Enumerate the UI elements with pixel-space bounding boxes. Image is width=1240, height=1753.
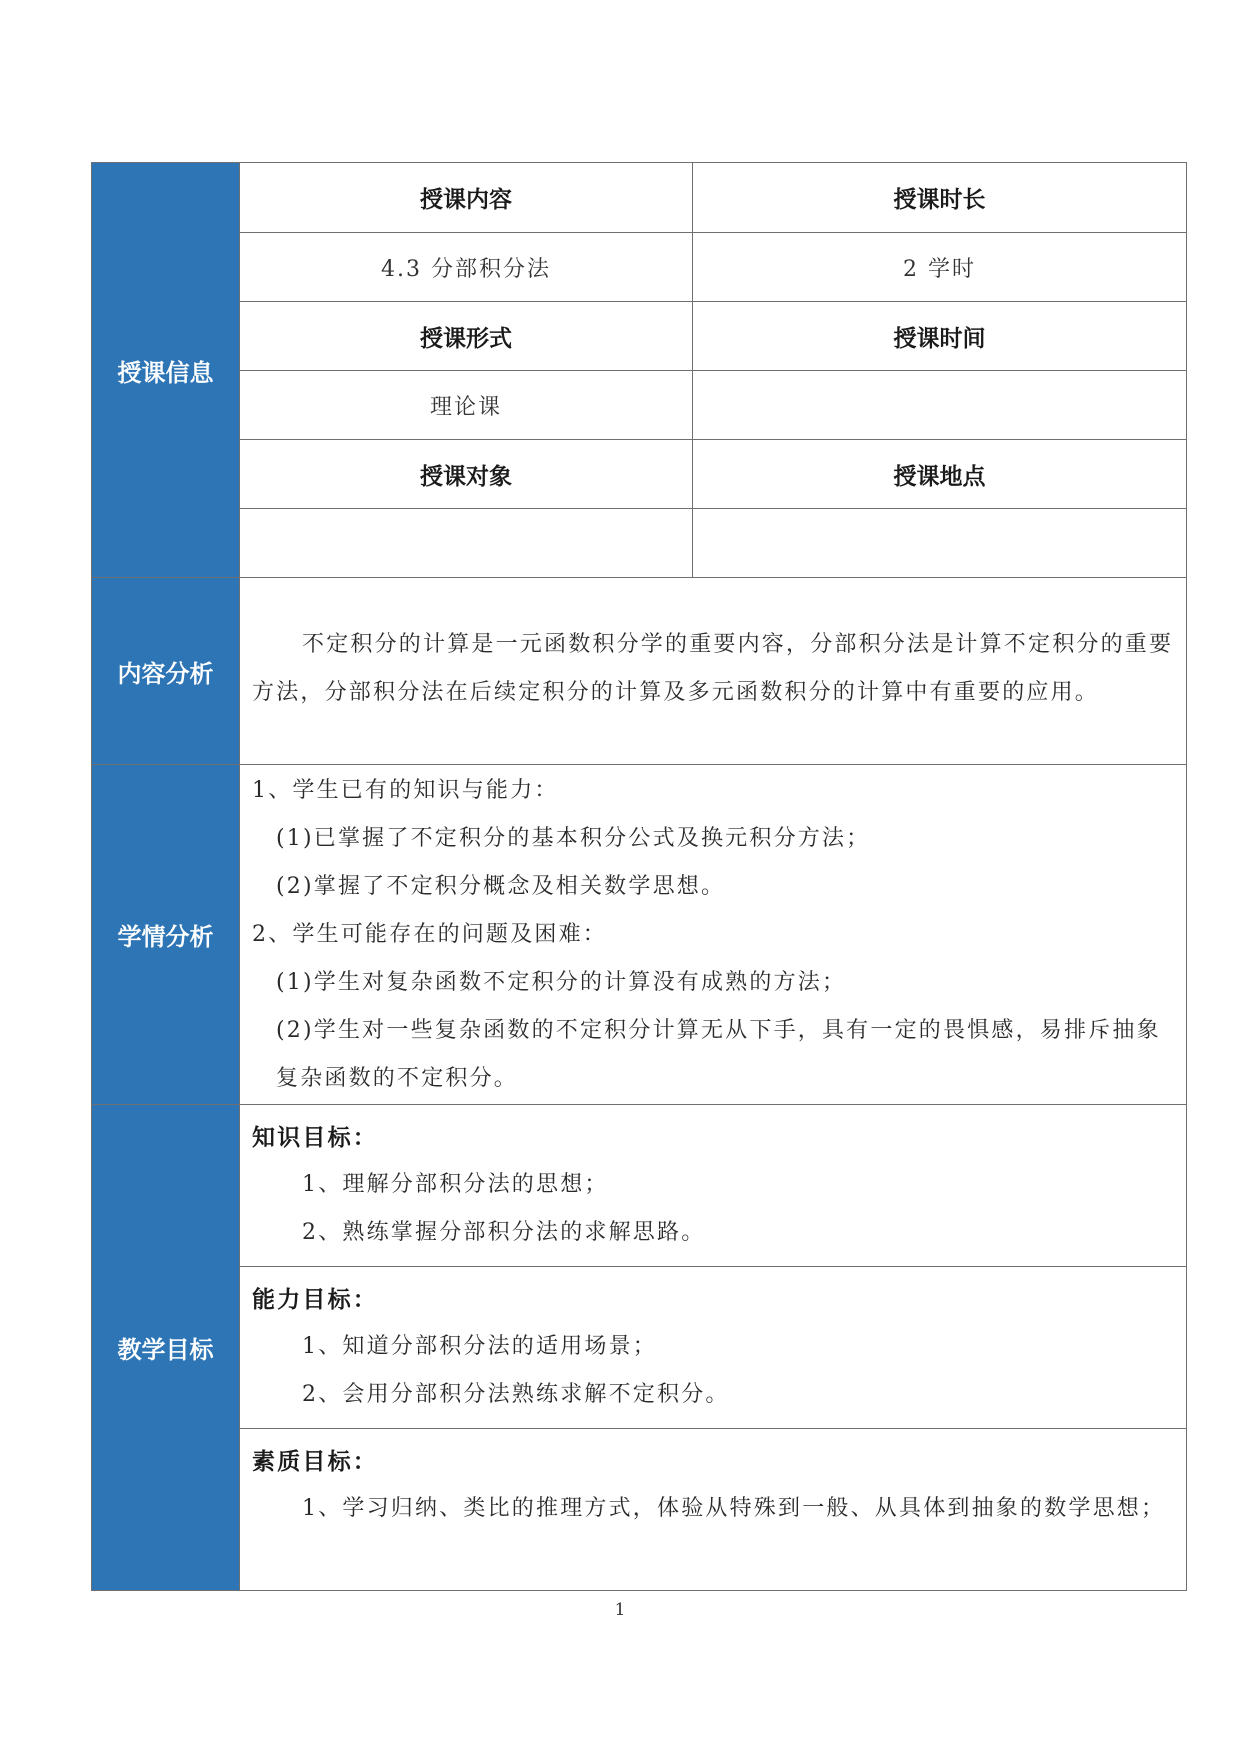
knowledge-goals-title: 知识目标： xyxy=(252,1125,378,1151)
duration-label: 授课时长 xyxy=(693,163,1187,233)
quality-goals-cell xyxy=(240,1429,1187,1591)
quality-goals-title: 素质目标： xyxy=(252,1449,378,1475)
section-label-content: 内容分析 xyxy=(92,578,240,765)
quality-goal-1: 1、学习归纳、类比的推理方式，体验从特殊到一般、从具体到抽象的数学思想； xyxy=(302,1496,1166,1521)
time-value xyxy=(693,371,1187,440)
ability-goal-2: 2、会用分部积分法熟练求解不定积分。 xyxy=(302,1382,730,1407)
student-heading-1: 1、学生已有的知识与能力： xyxy=(252,777,559,803)
time-label: 授课时间 xyxy=(693,302,1187,371)
content-analysis-text: 不定积分的计算是一元函数积分学的重要内容，分部积分法是计算不定积分的重要方法，分部积分法在后续定积分的计算及多元函数积分的计算中有重要的应用。 xyxy=(252,632,1174,705)
form-value: 理论课 xyxy=(240,371,693,440)
student-heading-2: 2、学生可能存在的问题及困难： xyxy=(252,921,607,947)
form-label: 授课形式 xyxy=(240,302,693,371)
ability-goal-1: 1、知道分部积分法的适用场景； xyxy=(302,1334,657,1359)
section-label-goals: 教学目标 xyxy=(92,1105,240,1591)
section-label-info: 授课信息 xyxy=(92,163,240,578)
audience-label: 授课对象 xyxy=(240,440,693,509)
audience-value xyxy=(240,509,693,578)
content-analysis-cell xyxy=(240,578,1187,765)
student-item-4: (2)学生对一些复杂函数的不定积分计算无从下手，具有一定的畏惧感，易排斥抽象复杂函数的不定积分。 xyxy=(276,1017,1161,1091)
lesson-plan-table xyxy=(91,162,1187,1591)
student-item-3: (1)学生对复杂函数不定积分的计算没有成熟的方法； xyxy=(276,969,847,995)
student-item-2: (2)掌握了不定积分概念及相关数学思想。 xyxy=(276,873,726,899)
location-label: 授课地点 xyxy=(693,440,1187,509)
ability-goals-title: 能力目标： xyxy=(252,1287,378,1313)
page-number: 1 xyxy=(614,1600,626,1620)
student-analysis-cell xyxy=(240,765,1187,1105)
knowledge-goal-2: 2、熟练掌握分部积分法的求解思路。 xyxy=(302,1220,706,1245)
ability-goals-cell xyxy=(240,1267,1187,1429)
duration-value: 2 学时 xyxy=(693,233,1187,302)
student-item-1: (1)已掌握了不定积分的基本积分公式及换元积分方法； xyxy=(276,825,871,851)
knowledge-goals-cell xyxy=(240,1105,1187,1267)
content-label: 授课内容 xyxy=(240,163,693,233)
section-label-student: 学情分析 xyxy=(92,765,240,1105)
content-value: 4.3 分部积分法 xyxy=(240,233,693,302)
location-value xyxy=(693,509,1187,578)
knowledge-goal-1: 1、理解分部积分法的思想； xyxy=(302,1172,609,1197)
